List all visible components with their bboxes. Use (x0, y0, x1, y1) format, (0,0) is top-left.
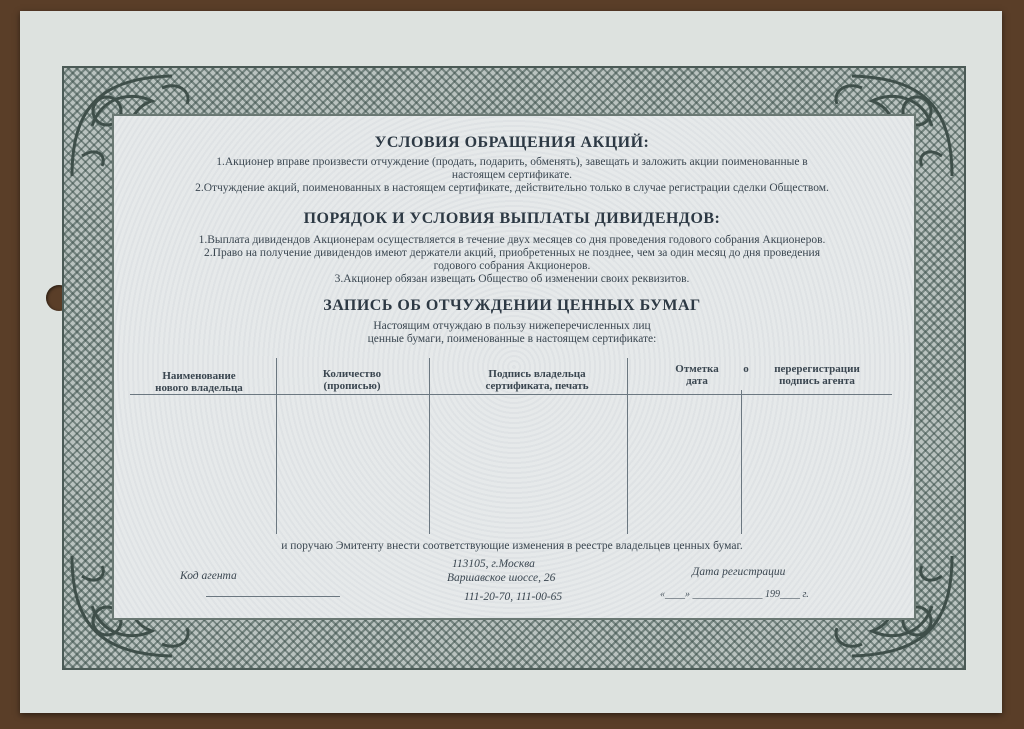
col-signature-header: Подпись владельца сертификата, печать (485, 368, 589, 392)
col-mark-header: Отметка дата (675, 363, 719, 387)
conditions-line-1a: 1.Акционер вправе произвести отчуждение (продать, подарить, обменять), завещать и заложить акции поименованные в (216, 156, 808, 168)
dividends-line-1: 1.Выплата дивидендов Акционерам осуществляется в течение двух месяцев со дня проведения годового собрания Акционеров. (198, 234, 826, 246)
registration-date-line: «____» ______________ 199____ г. (660, 589, 809, 600)
transfer-instruction: и поручаю Эмитенту внести соответствующие изменения в реестре владельцев ценных бумаг. (281, 540, 743, 552)
table-divider (627, 358, 628, 534)
conditions-line-2: 2.Отчуждение акций, поименованных в настоящем сертификате, действительно только в случае регистрации сделки Обществом. (195, 182, 829, 194)
table-header-rule (130, 394, 892, 395)
dividends-title: ПОРЯДОК И УСЛОВИЯ ВЫПЛАТЫ ДИВИДЕНДОВ: (303, 210, 721, 227)
certificate-content (112, 114, 912, 616)
registration-date-label: Дата регистрации (692, 566, 786, 578)
issuer-phones: 111-20-70, 111-00-65 (464, 591, 563, 603)
issuer-address-2: Варшавское шоссе, 26 (447, 572, 556, 584)
conditions-line-1b: настоящем сертификате. (451, 169, 573, 181)
dividends-line-3: 3.Акционер обязан извещать Общество об изменении своих реквизитов. (334, 273, 690, 285)
dividends-line-2a: 2.Право на получение дивидендов имеют держатели акций, приобретенных не позднее, чем за один месяц до дня проведения (204, 247, 820, 259)
table-divider (276, 358, 277, 534)
transfer-intro-1: Настоящим отчуждаю в пользу нижеперечисленных лиц (373, 320, 651, 332)
table-divider (741, 390, 742, 534)
transfer-title: ЗАПИСЬ ОБ ОТЧУЖДЕНИИ ЦЕННЫХ БУМАГ (323, 297, 701, 314)
agent-code-label: Код агента (180, 570, 237, 582)
conditions-title: УСЛОВИЯ ОБРАЩЕНИЯ АКЦИЙ: (374, 134, 650, 151)
col-quantity-header: Количество (прописью) (322, 368, 382, 392)
transfer-intro-2: ценные бумаги, поименованные в настоящем сертификате: (367, 333, 657, 345)
col-agent-header: перерегистрации подпись агента (774, 363, 860, 387)
table-divider (429, 358, 430, 534)
issuer-address-1: 113105, г.Москва (452, 558, 535, 570)
col-mark-o: о (743, 363, 749, 375)
col-owner-header: Наименование нового владельца (155, 370, 243, 394)
dividends-line-2b: годового собрания Акционеров. (433, 260, 591, 272)
agent-code-line (206, 596, 340, 597)
